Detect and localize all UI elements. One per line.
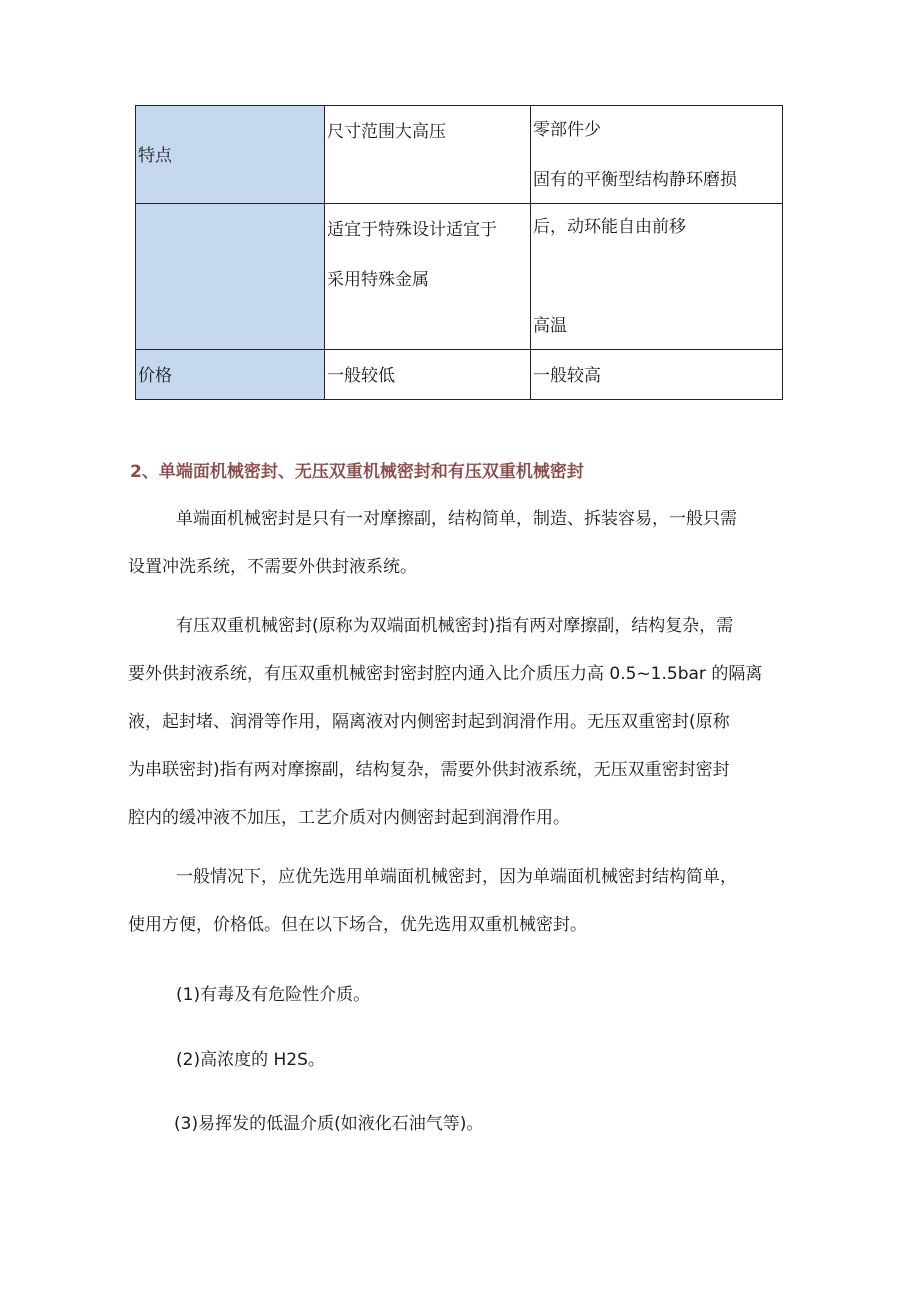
section-heading: 2、单端面机械密封、无压双重机械密封和有压双重机械密封 bbox=[130, 462, 584, 482]
paragraph-line: 为串联密封)指有两对摩擦副，结构复杂，需要外供封液系统，无压双重密封密封 bbox=[128, 760, 730, 780]
cell-text: 高温 bbox=[533, 316, 567, 336]
list-item: (2)高浓度的 H2S。 bbox=[176, 1050, 325, 1070]
table-cell bbox=[324, 203, 531, 350]
list-item: (3)易挥发的低温介质(如液化石油气等)。 bbox=[174, 1114, 484, 1134]
paragraph-line: 有压双重机械密封(原称为双端面机械密封)指有两对摩擦副，结构复杂，需 bbox=[176, 616, 734, 636]
row-label-features: 特点 bbox=[138, 146, 172, 166]
paragraph-line: 单端面机械密封是只有一对摩擦副，结构简单，制造、拆装容易，一般只需 bbox=[176, 509, 737, 529]
paragraph-line: 要外供封液系统，有压双重机械密封密封腔内通入比介质压力高 0.5~1.5bar 的隔离 bbox=[128, 664, 763, 684]
list-item: (1)有毒及有危险性介质。 bbox=[176, 985, 371, 1005]
paragraph-line: 腔内的缓冲液不加压，工艺介质对内侧密封起到润滑作用。 bbox=[128, 808, 570, 828]
paragraph-line: 液，起封堵、润滑等作用，隔离液对内侧密封起到润滑作用。无压双重密封(原称 bbox=[128, 712, 730, 732]
cell-text: 零部件少 bbox=[533, 120, 601, 140]
cell-text: 适宜于特殊设计适宜于 bbox=[327, 220, 497, 240]
row-label-cell bbox=[135, 349, 325, 400]
cell-text: 采用特殊金属 bbox=[327, 270, 429, 290]
row-label-cell bbox=[135, 105, 325, 204]
cell-text: 一般较高 bbox=[533, 366, 601, 386]
table-cell bbox=[324, 105, 531, 204]
cell-text: 固有的平衡型结构静环磨损 bbox=[533, 170, 737, 190]
cell-text: 一般较低 bbox=[327, 366, 395, 386]
row-label-cell bbox=[135, 203, 325, 350]
comparison-table bbox=[135, 105, 783, 400]
paragraph-line: 设置冲洗系统，不需要外供封液系统。 bbox=[128, 557, 417, 577]
table-cell bbox=[530, 203, 783, 350]
paragraph-line: 使用方便，价格低。但在以下场合，优先选用双重机械密封。 bbox=[128, 915, 587, 935]
cell-text: 后，动环能自由前移 bbox=[533, 217, 686, 237]
cell-text: 尺寸范围大高压 bbox=[327, 122, 446, 142]
table-cell bbox=[530, 349, 783, 400]
table-cell bbox=[324, 349, 531, 400]
paragraph-line: 一般情况下，应优先选用单端面机械密封，因为单端面机械密封结构简单， bbox=[176, 867, 737, 887]
table-cell bbox=[530, 105, 783, 204]
row-label-price: 价格 bbox=[138, 366, 172, 386]
